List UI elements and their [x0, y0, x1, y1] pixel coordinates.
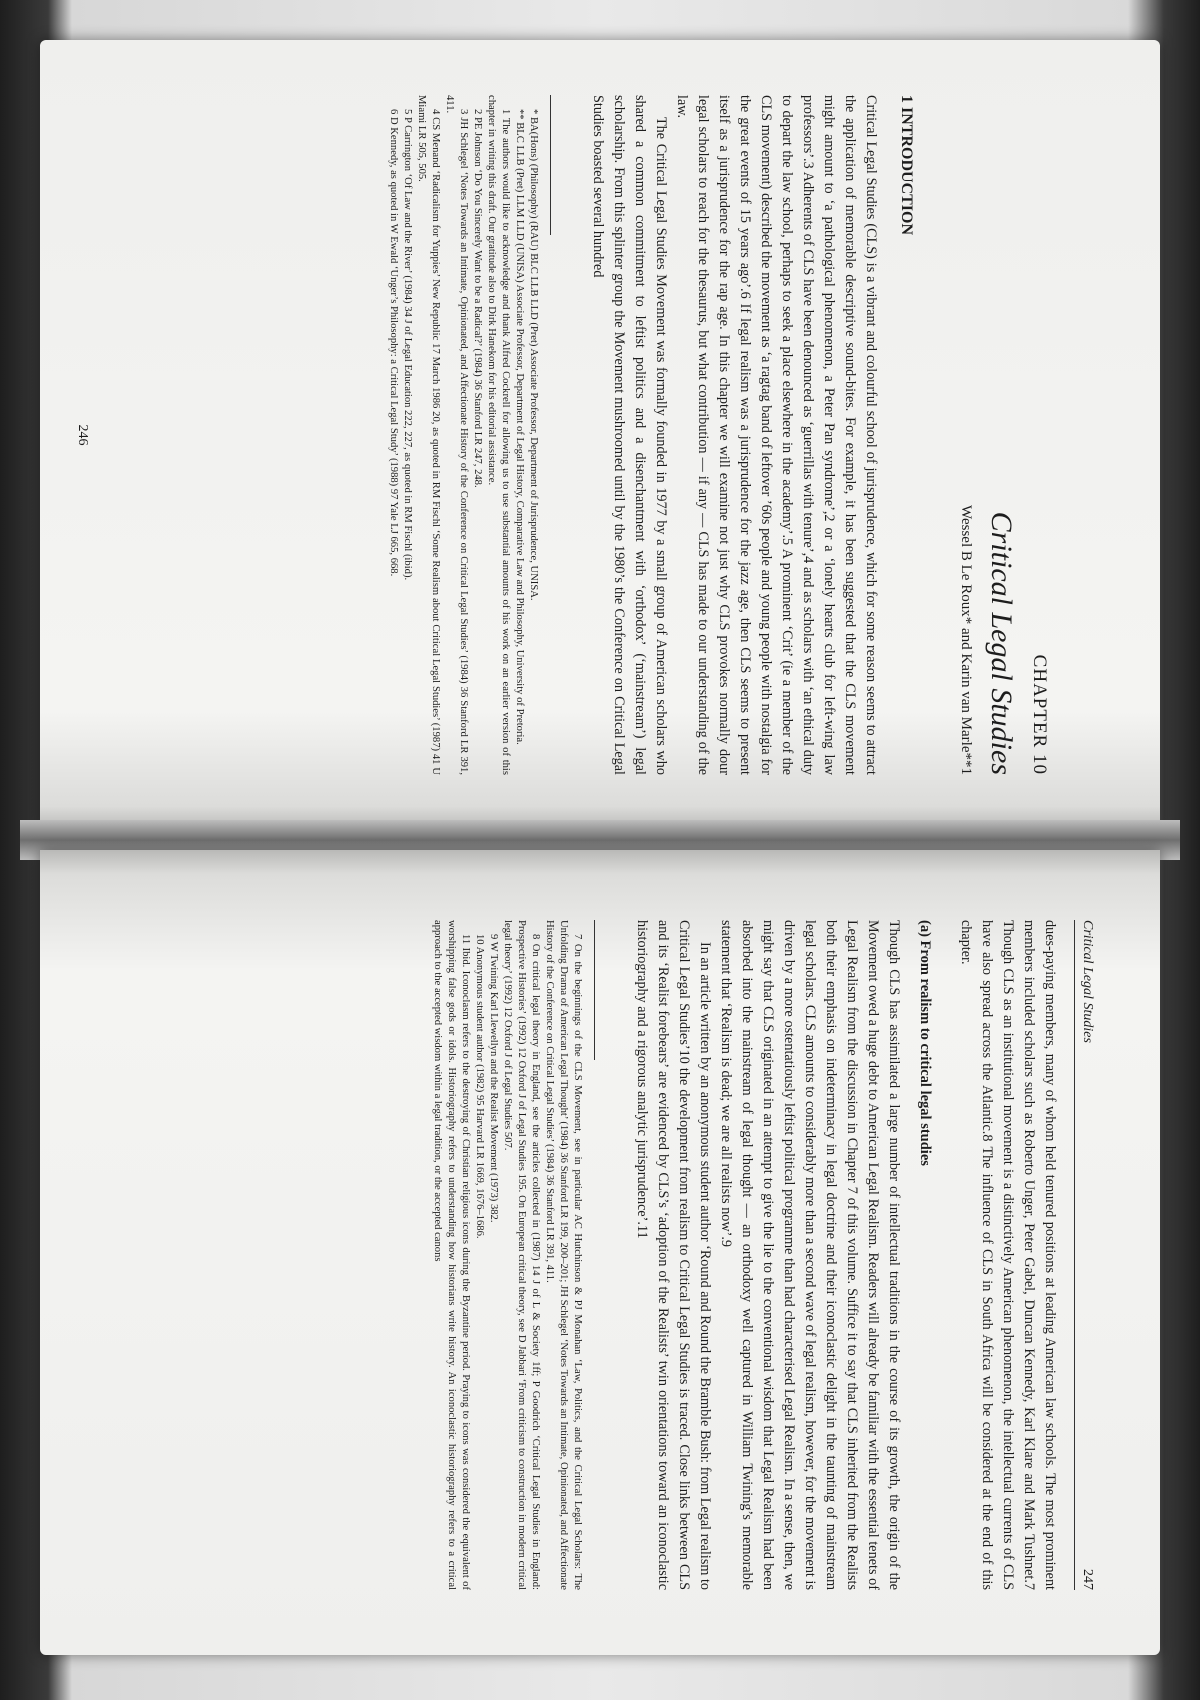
paragraph: Critical Legal Studies (CLS) is a vibrant and colourful school of jurisprudence, which for some reason seems to attract the application of memorable descriptive sound-bites. For example, it has been suggested that the CLS movement might amount to ‘a pathological phenomenon, a Peter Pan syndrome’,2 or a ‘lonely hearts club for left-wing law professors’.3 Adherents of CLS have been denounced as ‘guerrillas with tenure’,4 and as scholars with ‘an ethical duty to depart the law school, perhaps to seek a place elsewhere in the academy’.5 A prominent ‘Crit’ (ie a member of the CLS movement) described the movement as ‘a ragtag band of leftover ’60s people and young people with nostalgia for the great events of 15 years ago’.6 If legal realism was a jurisprudence for the jazz age, then CLS seems to present itself as a jurisprudence for the rap age. In this chapter we will examine not just why CLS provokes normally dour legal scholars to reach for the thesaurus, but what contribution — if any — CLS has made to our understanding of the law. — [673, 95, 879, 775]
section-heading: 1 INTRODUCTION — [898, 95, 915, 236]
chapter-label: CHAPTER 10 — [1029, 654, 1050, 775]
left-page — [40, 40, 1160, 830]
footnote: 1 The authors would like to acknowledge and thank Alfred Cockrell for allowing us to use substantial amounts of his work on an earlier version of this chapter in writing this draft. Our gratitude also to Dirk Hanekom for his editorial assistance. — [485, 95, 511, 775]
right-body-text — [955, 920, 1060, 1590]
footnote: ** BLC LLB (Pret) LLM LLD (UNISA) Associate Professor, Department of Legal History, Comparative Law and Philosophy, University of Pretoria. — [513, 109, 525, 745]
running-head — [1074, 920, 1095, 1590]
right-footnotes — [430, 920, 584, 1590]
page-number-left: 246 — [75, 424, 90, 446]
chapter-title: Critical Legal Studies — [985, 511, 1018, 775]
footnote: 9 W Twining Karl Llewellyn and the Realist Movement (1973) 382. — [487, 934, 499, 1223]
footnote: * BA(Hons) (Philosophy) (RAU) BLC LLB LLD (Pret) Associate Professor, Department of Jurisprudence, UNISA. — [527, 109, 539, 601]
footnote: 2 PE Johnson ‘Do You Sincerely Want to be a Radical?’ (1984) 36 Stanford LR 247, 248. — [471, 109, 483, 488]
footnote: 5 P Carrington ‘Of Law and the River’ (1984) 34 J of Legal Education 222, 227, as quoted in RM Fischl (ibid). — [402, 109, 414, 581]
paragraph: The Critical Legal Studies Movement was formally founded in 1977 by a small group of American scholars who shared a common commitment to leftist politics and a disenchantment with ‘orthodox’ (‘mainstream’) legal scholarship. From this splinter group the Movement mushroomed until by the 1980’s the Conference on Critical Legal Studies boasted several hundred — [589, 95, 669, 775]
footnote-divider — [550, 95, 551, 235]
left-body-text — [587, 95, 881, 775]
footnote: 7 On the beginnings of the CLS Movement, see in particular AC Hutchinson & PJ Monahan ‘Law, Politics, and the Critical Legal Scholars: The Unfolding Drama of American Legal Thought’ (1984) 36 Stanford LR 199, 200–201; JH Schlegel ‘Notes Towards an Intimate, Opinionated, and Affectionate History of the Conference on Critical Legal Studies’ (1984) 36 Stanford LR 391, 411. — [543, 920, 583, 1590]
page-number-right: 247 — [1080, 1569, 1095, 1590]
left-footnotes — [386, 95, 540, 775]
footnote: 10 Anonymous student author (1982) 95 Harvard LR 1669, 1676–1686. — [473, 934, 485, 1239]
footnote: 6 D Kennedy, as quoted in W Ewald ‘Unger’s Philosophy: a Critical Legal Study’ (1988) 97 Yale LJ 665, 668. — [388, 109, 400, 577]
footnote: 11 Ibid. Iconoclasm refers to the destroying of Christian religious icons during the Byzantine period. Praying to icons was considered the equivalent of worshipping false gods or idols. Historiography refers to understanding how historians write history. An iconoclastic historiography refers to a critical approach to the accepted wisdom within a legal tradition, or the accepted canons — [432, 920, 471, 1590]
paragraph: Though CLS has assimilated a large number of intellectual traditions in the course of its growth, the origin of the Movement owed a huge debt to American Legal Realism. Readers will already be familiar with the essential tenets of Legal Realism from the discussion in Chapter 7 of this volume. Suffice it to say that CLS inherited from the Realists both their emphasis on indeterminacy in legal doctrine and their iconoclastic delight in the taunting of mainstream legal scholars. CLS amounts to considerably more than a second wave of legal realism, however, for the movement is driven by a more ostentatiously leftist political programme than had characterised Legal Realism. In a sense, then, we might say that CLS originated in an attempt to give the lie to the conventional wisdom that Legal Realism had been absorbed into the mainstream of legal thought — an orthodoxy well captured in William Twining’s memorable statement that ‘Realism is dead; we are all realists now’.9 — [717, 920, 902, 1590]
right-page — [40, 850, 1160, 1655]
paragraph: In an article written by an anonymous student author ‘Round and Round the Bramble Bush: from Legal realism to Critical Legal Studies’10 the development from realism to Critical Legal Studies is traced. Close links between CLS and its ‘Realist forebears’ are evidenced by CLS’s ‘adoption of the Realists’ twin orientations toward an iconoclastic historiography and a rigorous analytic jurisprudence’.11 — [633, 920, 713, 1590]
footnote-divider — [594, 920, 595, 1060]
left-page-content — [386, 95, 1105, 775]
paragraph: dues-paying members, many of whom held tenured positions at leading American law schools. The most prominent members included scholars such as Roberto Unger, Peter Gabel, Duncan Kennedy, Karl Klare and Mark Tushnet.7 Though CLS as an institutional movement is a distinctively American phenomenon, the intellectual currents of CLS have also spread across the Atlantic.8 The influence of CLS in South Africa will be considered at the end of this chapter. — [957, 920, 1058, 1590]
footnote: 3 JH Schlegel ‘Notes Towards an Intimate, Opinionated, and Affectionate History of the Conference on Critical Legal Studies’ (1984) 36 Stanford LR 391, 411. — [443, 95, 469, 775]
footnote: 8 On critical legal theory in England, see the articles collected in (1987) 14 J of L & Society 1ff; P Goodrich ‘Critical Legal Studies in England: Prospective Histories’ (1992) 12 Oxford J of Legal Studies 195. On European critical theory, see D Jabbari ‘From criticism to construction in modern critical legal theory’ (1992) 12 Oxford J of Legal Studies 507. — [501, 920, 541, 1590]
running-head-title: Critical Legal Studies — [1080, 920, 1095, 1043]
chapter-authors: Wessel B Le Roux* and Karin van Marle**1 — [958, 505, 974, 775]
subsection-heading: (a) From realism to critical legal studies — [916, 920, 933, 1166]
right-page-content — [430, 920, 1105, 1590]
right-body-text-continued — [631, 920, 904, 1590]
footnote: 4 CS Menand ‘Radicalism for Yuppies’ New Republic 17 March 1986 20, as quoted in RM Fischl ‘Some Realism about Critical Legal Studies’ (1987) 41 U Miami LR 505, 505. — [416, 95, 441, 775]
